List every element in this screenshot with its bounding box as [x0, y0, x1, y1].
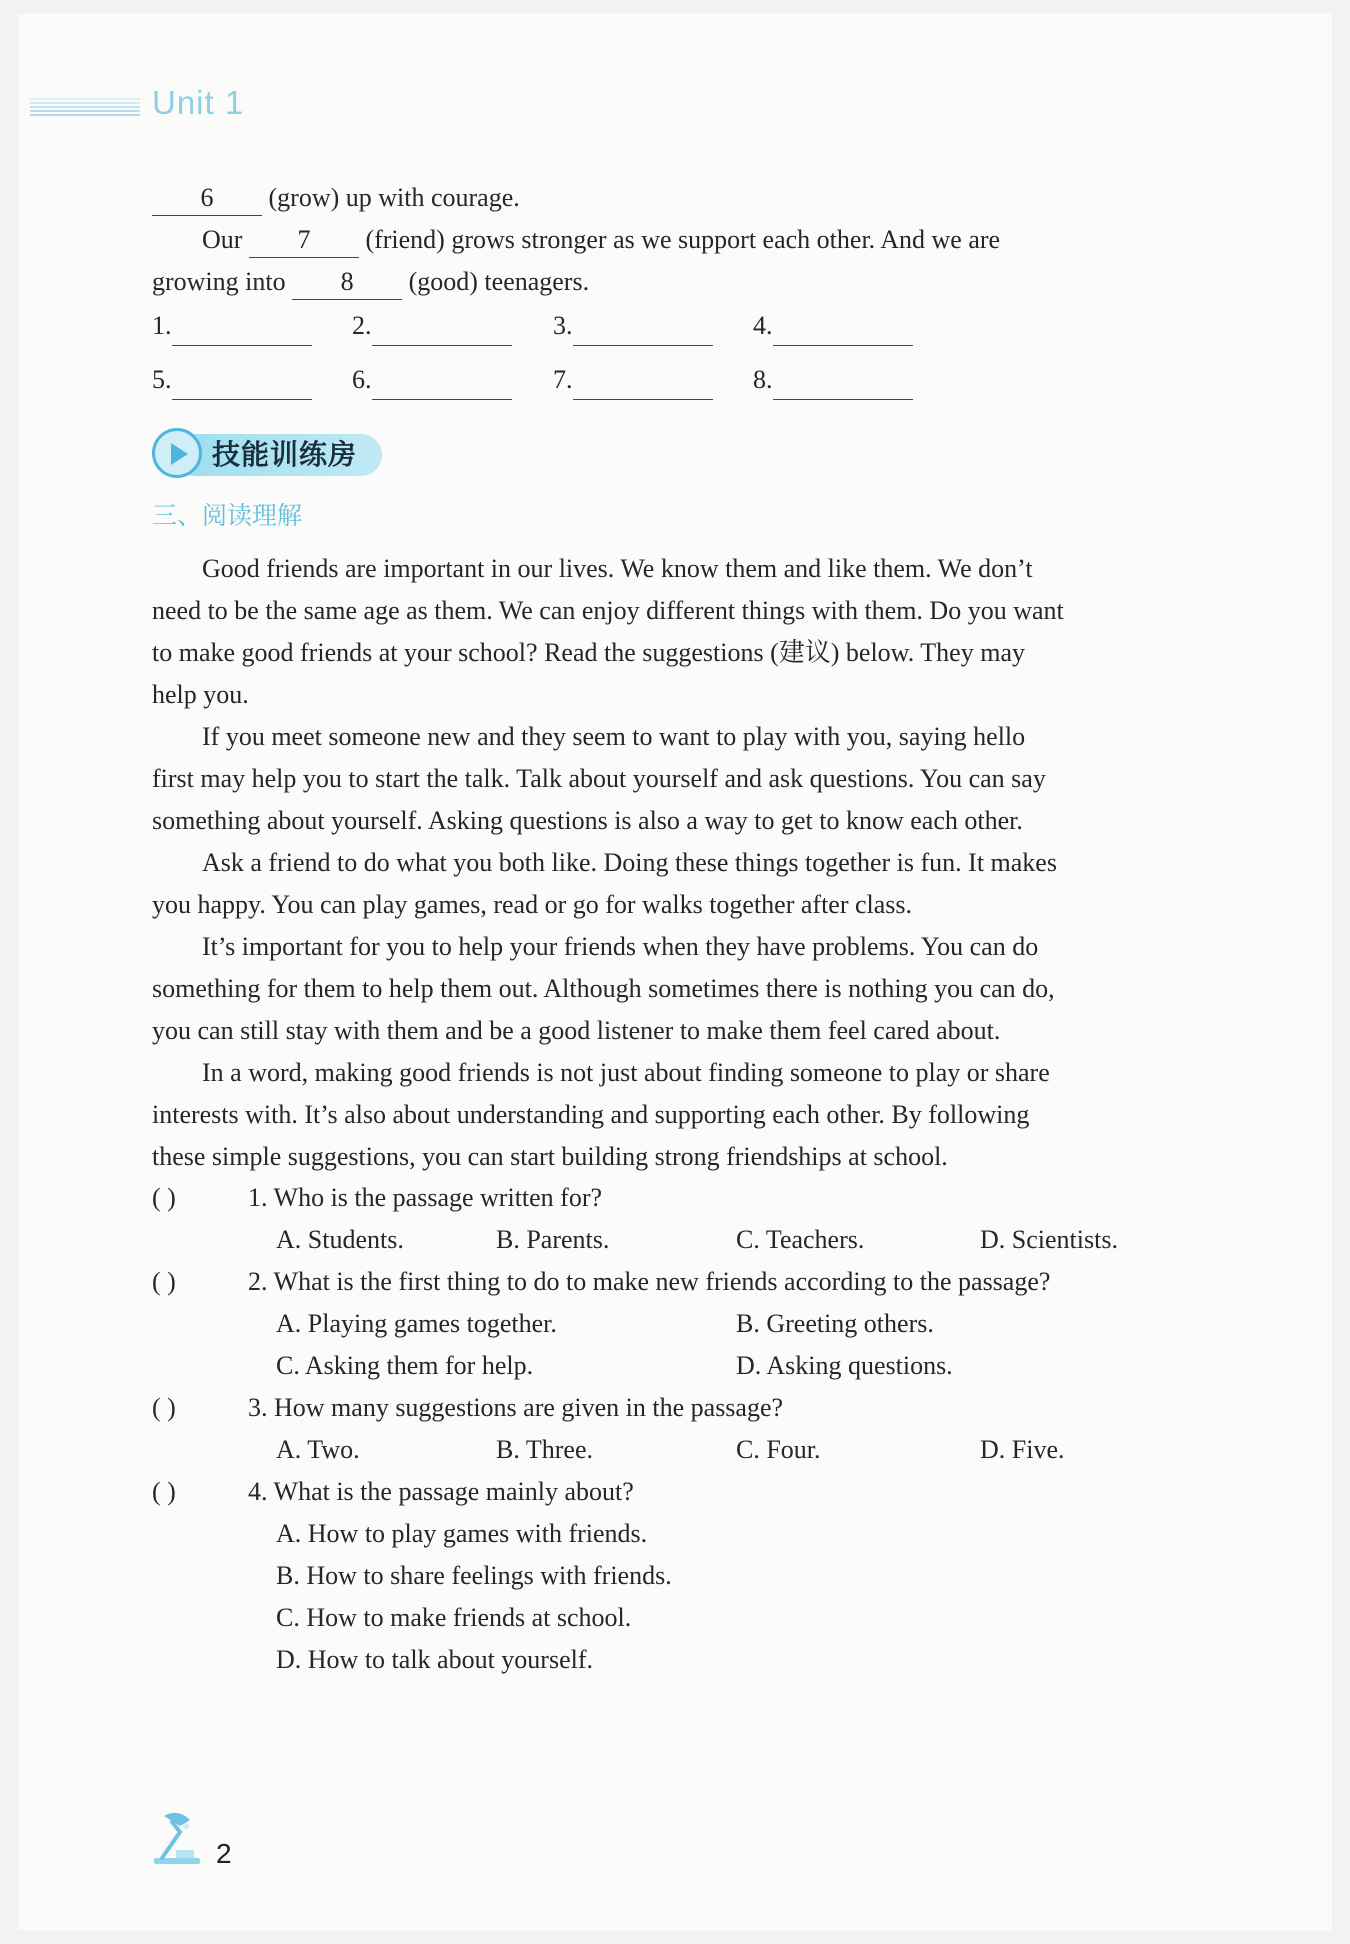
option[interactable]: D. Asking questions. — [736, 1351, 953, 1380]
answer-paren[interactable]: ( ) — [152, 1267, 176, 1296]
paragraph-line: help you. — [152, 680, 249, 709]
paragraph-line: interests with. It’s also about understanding and supporting each other. By following — [152, 1100, 1030, 1129]
answer-blank[interactable] — [172, 315, 312, 346]
answer-blank[interactable] — [172, 369, 312, 400]
page-number: 2 — [216, 1838, 232, 1869]
unit-title: Unit 1 — [152, 84, 245, 121]
answer-number: 4. — [753, 311, 773, 340]
answer-slot-1 — [152, 306, 312, 346]
section-badge — [152, 428, 382, 480]
option[interactable]: A. Two. — [276, 1435, 360, 1464]
blank-6[interactable]: 6 — [152, 181, 262, 216]
answer-paren[interactable]: ( ) — [152, 1183, 176, 1212]
fill-line-3 — [152, 262, 589, 302]
question-stem: 4. What is the passage mainly about? — [248, 1477, 634, 1506]
section-title: 三、阅读理解 — [152, 501, 303, 530]
header-stripes-decoration — [30, 98, 140, 118]
fill-line-2-rest: (friend) grows stronger as we support each other. And we are — [365, 225, 1001, 254]
badge-label: 技能训练房 — [212, 438, 358, 471]
answer-paren[interactable]: ( ) — [152, 1477, 176, 1506]
answer-slot-5 — [152, 360, 312, 400]
answer-number: 6. — [352, 365, 372, 394]
option[interactable]: B. How to share feelings with friends. — [276, 1561, 672, 1590]
answer-number: 3. — [553, 311, 573, 340]
option[interactable]: C. Asking them for help. — [276, 1351, 534, 1380]
option[interactable]: B. Parents. — [496, 1225, 610, 1254]
paragraph-line: you can still stay with them and be a good listener to make them feel cared about. — [152, 1016, 1001, 1045]
fill-line-1-rest: (grow) up with courage. — [268, 183, 520, 212]
option[interactable]: D. Five. — [980, 1435, 1065, 1464]
fill-line-1 — [152, 178, 520, 218]
answer-blank[interactable] — [773, 369, 913, 400]
desk-lamp-icon — [150, 1810, 210, 1866]
answer-number: 2. — [352, 311, 372, 340]
option[interactable]: C. Four. — [736, 1435, 821, 1464]
paragraph-line: these simple suggestions, you can start building strong friendships at school. — [152, 1142, 948, 1171]
paragraph-line: need to be the same age as them. We can enjoy different things with them. Do you want — [152, 596, 1064, 625]
paragraph-line: If you meet someone new and they seem to want to play with you, saying hello — [202, 722, 1026, 751]
option[interactable]: A. How to play games with friends. — [276, 1519, 648, 1548]
answer-blank[interactable] — [573, 369, 713, 400]
answer-number: 5. — [152, 365, 172, 394]
answer-blank[interactable] — [372, 315, 512, 346]
option[interactable]: B. Greeting others. — [736, 1309, 934, 1338]
answer-paren[interactable]: ( ) — [152, 1393, 176, 1422]
fill-line-2 — [202, 220, 1000, 260]
paragraph-line: something for them to help them out. Although sometimes there is nothing you can do, — [152, 974, 1055, 1003]
paragraph-line: something about yourself. Asking questions is also a way to get to know each other. — [152, 806, 1023, 835]
reading-passage — [152, 548, 1182, 1178]
blank-8[interactable]: 8 — [292, 265, 402, 300]
paragraph-line: Good friends are important in our lives. We know them and like them. We don’t — [202, 554, 1033, 583]
answer-blank[interactable] — [773, 315, 913, 346]
answer-blank[interactable] — [372, 369, 512, 400]
option[interactable]: B. Three. — [496, 1435, 593, 1464]
answer-slot-4 — [753, 306, 913, 346]
play-icon — [152, 428, 202, 478]
blank-7[interactable]: 7 — [249, 223, 359, 258]
question-stem: 2. What is the first thing to do to make new friends according to the passage? — [248, 1267, 1051, 1296]
option[interactable]: C. How to make friends at school. — [276, 1603, 632, 1632]
answer-slot-3 — [553, 306, 713, 346]
answer-slot-7 — [553, 360, 713, 400]
answer-number: 1. — [152, 311, 172, 340]
option[interactable]: D. Scientists. — [980, 1225, 1118, 1254]
question-stem: 1. Who is the passage written for? — [248, 1183, 603, 1212]
paragraph-line: you happy. You can play games, read or go for walks together after class. — [152, 890, 913, 919]
option[interactable]: A. Students. — [276, 1225, 404, 1254]
option[interactable]: D. How to talk about yourself. — [276, 1645, 594, 1674]
answer-number: 8. — [753, 365, 773, 394]
option[interactable]: A. Playing games together. — [276, 1309, 557, 1338]
option[interactable]: C. Teachers. — [736, 1225, 865, 1254]
answer-number: 7. — [553, 365, 573, 394]
paragraph-line: first may help you to start the talk. Talk about yourself and ask questions. You can say — [152, 764, 1046, 793]
question-stem: 3. How many suggestions are given in the passage? — [248, 1393, 784, 1422]
fill-line-3-rest: (good) teenagers. — [408, 267, 590, 296]
paragraph-line: Ask a friend to do what you both like. Doing these things together is fun. It makes — [202, 848, 1057, 877]
answer-slot-2 — [352, 306, 512, 346]
answer-blank[interactable] — [573, 315, 713, 346]
paragraph-line: to make good friends at your school? Read the suggestions (建议) below. They may — [152, 638, 1025, 667]
answer-slot-8 — [753, 360, 913, 400]
answer-slot-6 — [352, 360, 512, 400]
paragraph-line: It’s important for you to help your friends when they have problems. You can do — [202, 932, 1039, 961]
paragraph-line: In a word, making good friends is not just about finding someone to play or share — [202, 1058, 1050, 1087]
fill-line-3-prefix: growing into — [152, 267, 286, 296]
fill-line-2-prefix: Our — [202, 225, 243, 254]
